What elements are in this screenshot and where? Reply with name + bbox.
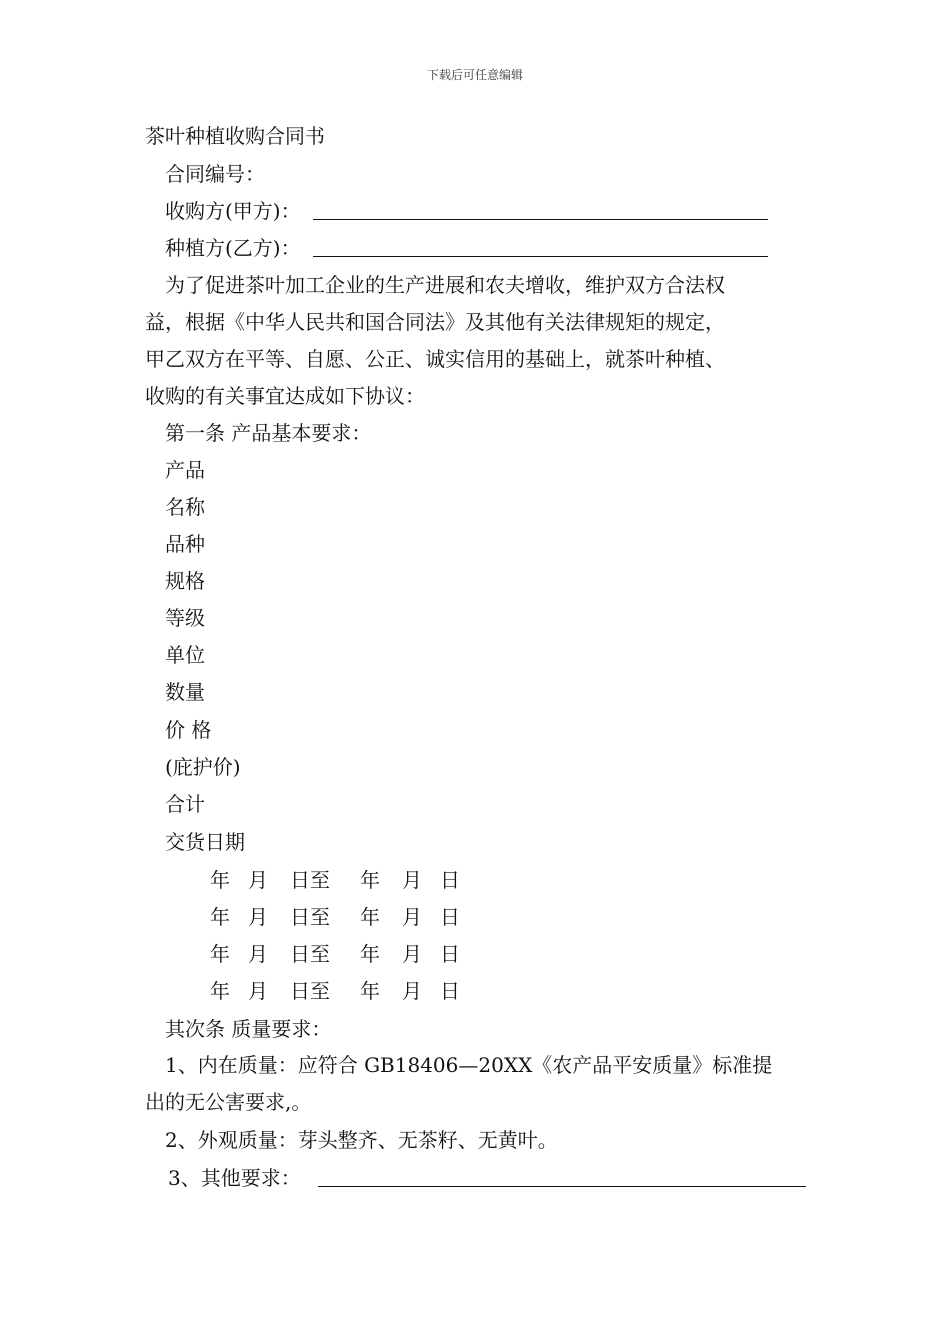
date-month-from: 月 [248, 905, 268, 929]
product-table-label: (庇护价) [165, 755, 241, 779]
date-year-to: 年 [360, 942, 380, 966]
article1-heading: 第一条 产品基本要求： [165, 421, 372, 445]
article2-heading: 其次条 质量要求： [165, 1017, 332, 1041]
date-day-to: 日至 [290, 979, 330, 1003]
date-month-to: 月 [402, 979, 422, 1003]
date-year-to: 年 [360, 979, 380, 1003]
date-month-to: 月 [402, 905, 422, 929]
product-table-label: 规格 [165, 569, 205, 593]
document-title: 茶叶种植收购合同书 [145, 124, 325, 148]
product-table-label: 产品 [165, 458, 205, 482]
buyer-blank-line [313, 219, 768, 220]
product-table-label: 等级 [165, 606, 205, 630]
product-table-label: 品种 [165, 532, 205, 556]
date-month-to: 月 [402, 868, 422, 892]
date-day-end: 日 [440, 942, 460, 966]
intro-paragraph-line: 为了促进茶叶加工企业的生产进展和农夫增收，维护双方合法权 [165, 273, 725, 297]
date-year-from: 年 [210, 942, 230, 966]
other-requirements-blank-line [318, 1186, 806, 1187]
date-day-to: 日至 [290, 868, 330, 892]
date-year-from: 年 [210, 905, 230, 929]
date-month-to: 月 [402, 942, 422, 966]
date-year-to: 年 [360, 868, 380, 892]
date-month-from: 月 [248, 942, 268, 966]
date-day-end: 日 [440, 868, 460, 892]
quality-item-3-label: 3、其他要求： [168, 1166, 301, 1190]
product-table-label: 名称 [165, 495, 205, 519]
grower-label: 种植方(乙方)： [165, 236, 301, 260]
product-table-label: 单位 [165, 643, 205, 667]
product-table-label: 交货日期 [165, 830, 245, 854]
date-day-end: 日 [440, 979, 460, 1003]
date-year-from: 年 [210, 979, 230, 1003]
contract-number-label: 合同编号： [165, 162, 265, 186]
date-day-to: 日至 [290, 905, 330, 929]
quality-item-2: 2、外观质量：芽头整齐、无茶籽、无黄叶。 [165, 1128, 558, 1152]
date-day-end: 日 [440, 905, 460, 929]
date-year-from: 年 [210, 868, 230, 892]
quality-item-1-line2: 出的无公害要求,。 [145, 1090, 312, 1114]
date-month-from: 月 [248, 868, 268, 892]
product-table-label: 合计 [165, 792, 205, 816]
date-year-to: 年 [360, 905, 380, 929]
quality-item-1-line1: 1、内在质量：应符合 GB18406—20XX《农产品平安质量》标准提 [165, 1053, 773, 1077]
date-month-from: 月 [248, 979, 268, 1003]
intro-paragraph-line: 收购的有关事宜达成如下协议： [145, 384, 425, 408]
date-day-to: 日至 [290, 942, 330, 966]
grower-blank-line [313, 256, 768, 257]
intro-paragraph-line: 甲乙双方在平等、自愿、公正、诚实信用的基础上，就茶叶种植、 [145, 347, 725, 371]
product-table-label: 价 格 [165, 718, 212, 742]
page-header-note: 下载后可任意编辑 [426, 68, 523, 82]
product-table-label: 数量 [165, 680, 205, 704]
buyer-label: 收购方(甲方)： [165, 199, 301, 223]
intro-paragraph-line: 益，根据《中华人民共和国合同法》及其他有关法律规矩的规定， [145, 310, 725, 334]
